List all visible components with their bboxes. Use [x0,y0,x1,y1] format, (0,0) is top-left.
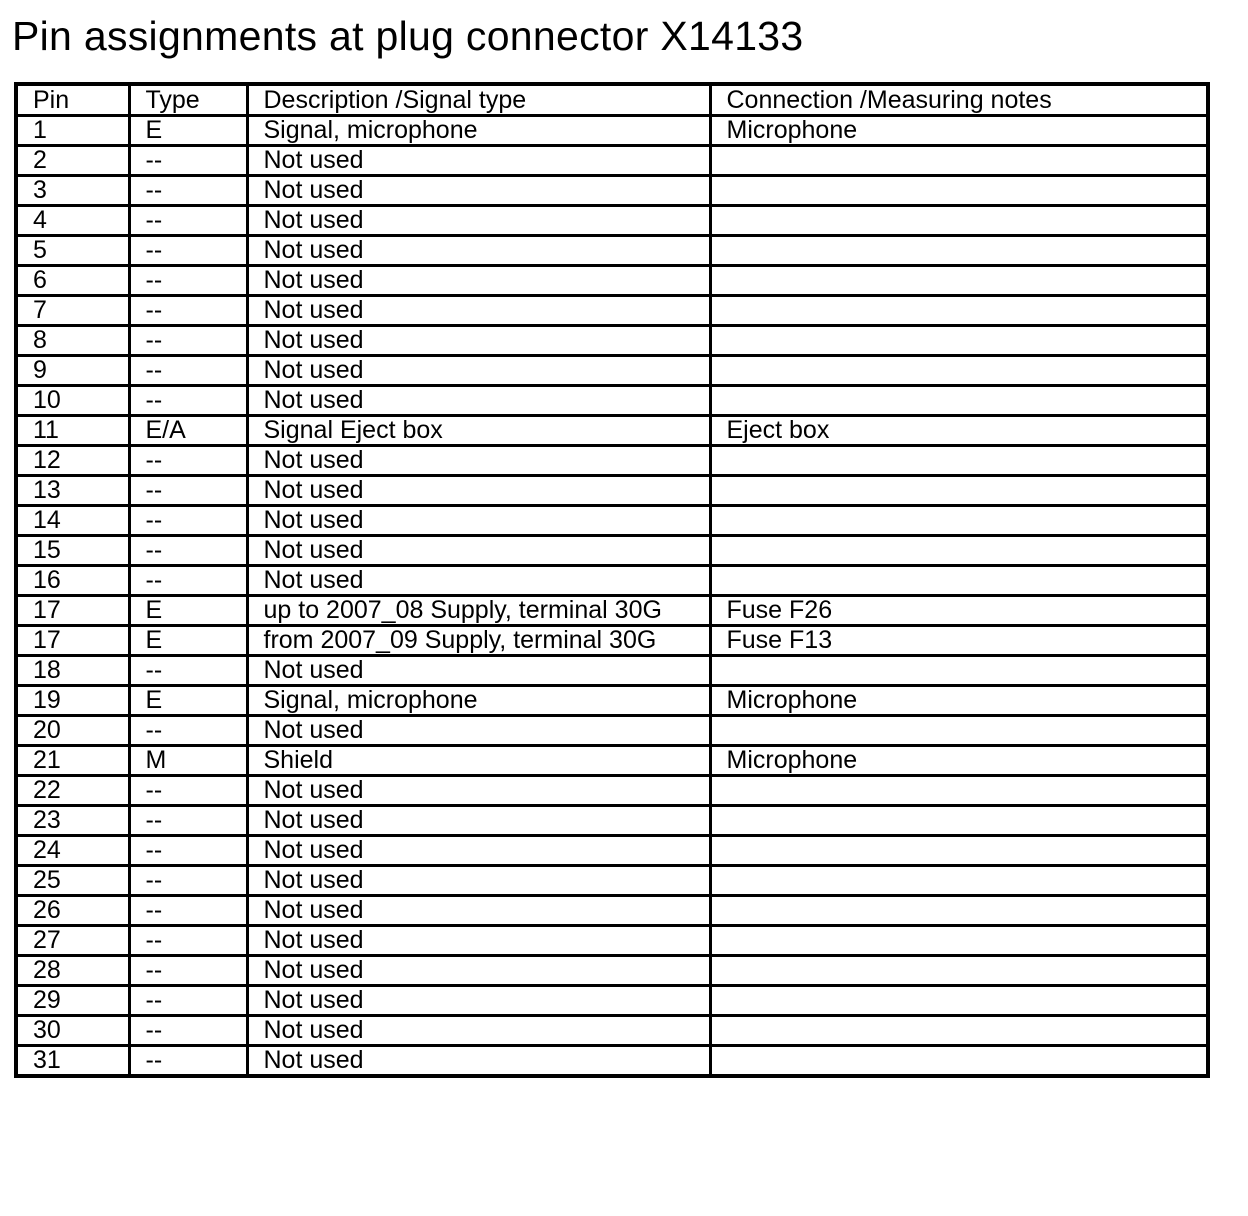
table-row [16,356,1208,386]
description-cell: Not used [247,386,710,416]
pin-cell: 13 [16,476,129,506]
connection-cell: Fuse F13 [710,626,1208,656]
table-row [16,536,1208,566]
connection-cell: Microphone [710,746,1208,776]
description-cell: Not used [247,206,710,236]
description-cell: Not used [247,1016,710,1046]
type-cell: E [129,626,247,656]
table-header-row [16,84,1208,116]
type-cell: -- [129,956,247,986]
connection-cell: Microphone [710,116,1208,146]
type-cell: -- [129,326,247,356]
connection-cell [710,926,1208,956]
type-cell: E/A [129,416,247,446]
table-row [16,206,1208,236]
description-cell: Not used [247,716,710,746]
table-row [16,596,1208,626]
type-cell: -- [129,806,247,836]
pin-cell: 31 [16,1046,129,1077]
table-row [16,746,1208,776]
description-cell: Not used [247,356,710,386]
connection-cell [710,776,1208,806]
pin-cell: 14 [16,506,129,536]
connection-cell: Microphone [710,686,1208,716]
table-row [16,446,1208,476]
pin-cell: 9 [16,356,129,386]
table-row [16,386,1208,416]
table-row [16,926,1208,956]
pin-cell: 29 [16,986,129,1016]
type-cell: -- [129,896,247,926]
pin-cell: 10 [16,386,129,416]
description-cell: Not used [247,326,710,356]
type-cell: -- [129,176,247,206]
connection-cell [710,1016,1208,1046]
table-row [16,776,1208,806]
column-header-description: Description /Signal type [247,84,710,116]
table-row [16,1016,1208,1046]
pin-cell: 20 [16,716,129,746]
pin-cell: 1 [16,116,129,146]
column-header-pin: Pin [16,84,129,116]
type-cell: -- [129,566,247,596]
description-cell: Not used [247,986,710,1016]
connection-cell [710,326,1208,356]
pin-cell: 17 [16,596,129,626]
type-cell: -- [129,986,247,1016]
connection-cell [710,1046,1208,1077]
table-row [16,956,1208,986]
type-cell: -- [129,926,247,956]
description-cell: Not used [247,866,710,896]
description-cell: Not used [247,476,710,506]
table-row [16,806,1208,836]
connection-cell [710,656,1208,686]
description-cell: Not used [247,926,710,956]
pin-cell: 6 [16,266,129,296]
description-cell: Not used [247,1046,710,1077]
pin-cell: 19 [16,686,129,716]
table-row [16,836,1208,866]
column-header-type: Type [129,84,247,116]
table-body [16,116,1208,1077]
type-cell: -- [129,206,247,236]
description-cell: Not used [247,266,710,296]
type-cell: -- [129,1016,247,1046]
description-cell: Signal, microphone [247,116,710,146]
pin-cell: 17 [16,626,129,656]
pin-cell: 25 [16,866,129,896]
pin-cell: 27 [16,926,129,956]
connection-cell [710,266,1208,296]
pin-cell: 18 [16,656,129,686]
connection-cell [710,866,1208,896]
connection-cell [710,716,1208,746]
table-row [16,116,1208,146]
type-cell: -- [129,776,247,806]
type-cell: -- [129,386,247,416]
description-cell: Not used [247,506,710,536]
description-cell: up to 2007_08 Supply, terminal 30G [247,596,710,626]
connection-cell [710,446,1208,476]
connection-cell: Fuse F26 [710,596,1208,626]
description-cell: Not used [247,776,710,806]
description-cell: Not used [247,146,710,176]
type-cell: -- [129,476,247,506]
pin-cell: 26 [16,896,129,926]
table-row [16,296,1208,326]
table-row [16,896,1208,926]
connection-cell [710,896,1208,926]
pin-cell: 4 [16,206,129,236]
description-cell: from 2007_09 Supply, terminal 30G [247,626,710,656]
connection-cell [710,806,1208,836]
type-cell: -- [129,296,247,326]
pin-cell: 23 [16,806,129,836]
table-row [16,176,1208,206]
table-row [16,146,1208,176]
connection-cell [710,956,1208,986]
table-row [16,566,1208,596]
pin-cell: 28 [16,956,129,986]
pin-cell: 16 [16,566,129,596]
type-cell: -- [129,716,247,746]
table-row [16,326,1208,356]
connection-cell [710,506,1208,536]
type-cell: -- [129,446,247,476]
connection-cell [710,296,1208,326]
table-row [16,1046,1208,1077]
pin-cell: 2 [16,146,129,176]
type-cell: -- [129,236,247,266]
pin-cell: 24 [16,836,129,866]
table-row [16,626,1208,656]
table-row [16,686,1208,716]
table-row [16,506,1208,536]
description-cell: Shield [247,746,710,776]
type-cell: -- [129,506,247,536]
connection-cell [710,386,1208,416]
type-cell: M [129,746,247,776]
description-cell: Not used [247,806,710,836]
connection-cell [710,356,1208,386]
pin-cell: 30 [16,1016,129,1046]
description-cell: Signal Eject box [247,416,710,446]
type-cell: -- [129,1046,247,1077]
type-cell: -- [129,656,247,686]
type-cell: -- [129,536,247,566]
description-cell: Not used [247,296,710,326]
table-row [16,866,1208,896]
pin-cell: 7 [16,296,129,326]
pin-assignment-table [14,82,1210,1078]
type-cell: E [129,686,247,716]
page-title: Pin assignments at plug connector X14133 [12,13,804,59]
table-row [16,266,1208,296]
type-cell: -- [129,266,247,296]
description-cell: Not used [247,956,710,986]
pin-cell: 21 [16,746,129,776]
pin-cell: 11 [16,416,129,446]
connection-cell [710,236,1208,266]
connection-cell: Eject box [710,416,1208,446]
table-row [16,716,1208,746]
description-cell: Signal, microphone [247,686,710,716]
connection-cell [710,536,1208,566]
pin-cell: 8 [16,326,129,356]
table-row [16,416,1208,446]
description-cell: Not used [247,566,710,596]
pin-cell: 22 [16,776,129,806]
pin-cell: 3 [16,176,129,206]
type-cell: -- [129,146,247,176]
table-row [16,476,1208,506]
type-cell: -- [129,836,247,866]
table-row [16,236,1208,266]
description-cell: Not used [247,836,710,866]
description-cell: Not used [247,536,710,566]
pin-cell: 12 [16,446,129,476]
table-row [16,656,1208,686]
description-cell: Not used [247,656,710,686]
connection-cell [710,986,1208,1016]
type-cell: E [129,596,247,626]
connection-cell [710,146,1208,176]
pin-cell: 15 [16,536,129,566]
connection-cell [710,836,1208,866]
description-cell: Not used [247,176,710,206]
column-header-connection: Connection /Measuring notes [710,84,1208,116]
description-cell: Not used [247,446,710,476]
description-cell: Not used [247,896,710,926]
type-cell: -- [129,356,247,386]
connection-cell [710,476,1208,506]
connection-cell [710,206,1208,236]
connection-cell [710,566,1208,596]
type-cell: E [129,116,247,146]
type-cell: -- [129,866,247,896]
table-row [16,986,1208,1016]
description-cell: Not used [247,236,710,266]
pin-cell: 5 [16,236,129,266]
connection-cell [710,176,1208,206]
